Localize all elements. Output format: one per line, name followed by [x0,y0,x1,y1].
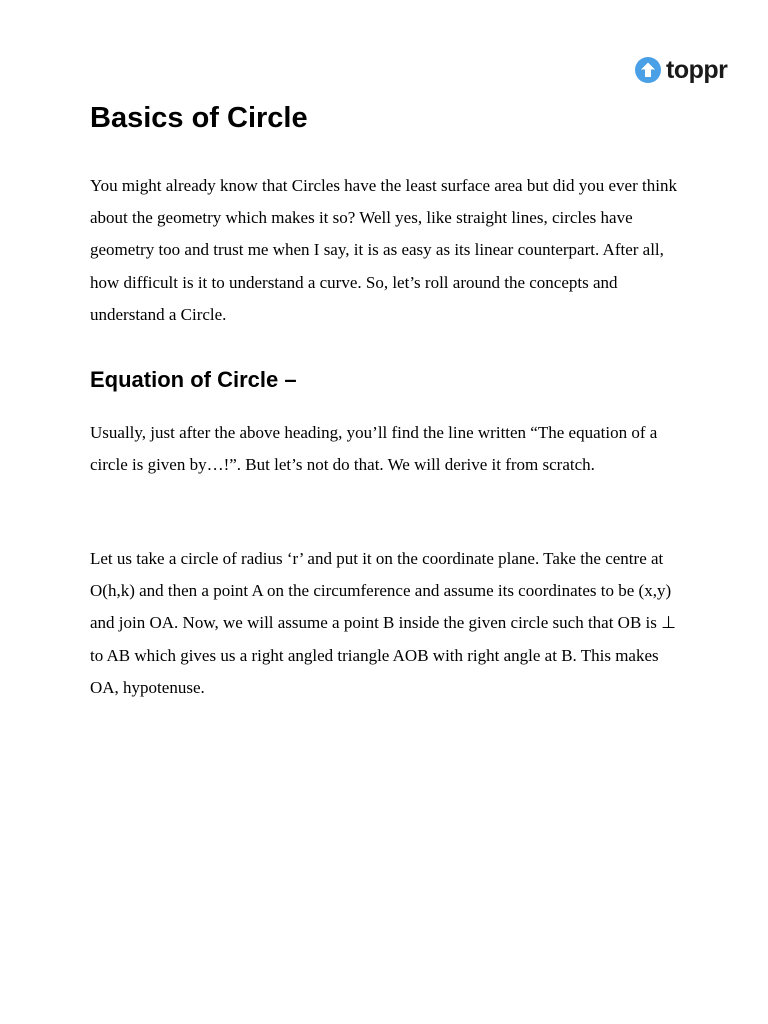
upload-arrow-circle-icon [635,57,661,83]
page-title: Basics of Circle [90,102,308,134]
logo-wordmark: toppr [666,56,728,84]
toppr-logo [635,55,727,85]
intro-paragraph: You might already know that Circles have the least surface area but did you ever think about the geometry which makes it so? Well yes, like straight lines, circles have geometry too and trust me when I say, it is as easy as its linear counterpart. After all, how difficult is it to understand a curve. So, let’s roll around the concepts and understand a Circle. [90,176,677,324]
paragraph-2: Usually, just after the above heading, you’ll find the line written “The equation of a circle is given by…!”. But let’s not do that. We will derive it from scratch. [90,423,658,475]
section-heading: Equation of Circle – [90,367,297,392]
paragraph-3: Let us take a circle of radius ‘r’ and put it on the coordinate plane. Take the centre at O(h,k) and then a point A on the circumference and assume its coordinates to be (x,y) and join OA. Now, we will assume a point B inside the given circle such that OB is ⊥ to AB which gives us a right angled triangle AOB with right angle at B. This makes OA, hypotenuse. [90,549,676,697]
